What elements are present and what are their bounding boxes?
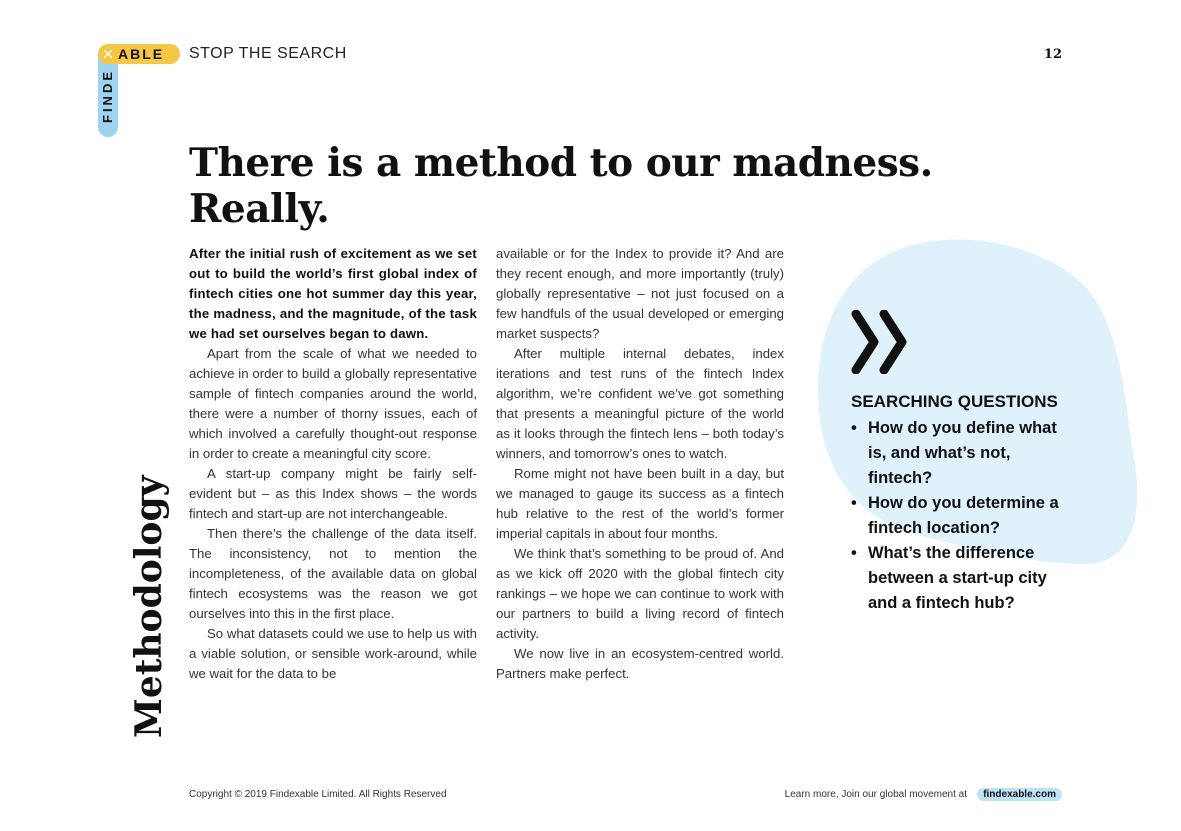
- logo-horizontal-text: ABLE: [118, 46, 165, 62]
- paragraph: Then there’s the challenge of the data itself. The inconsistency, not to mention the incompleteness, of the available data on global fintech ecosystems was the reason we got ourselves into this in the first place.: [189, 526, 477, 621]
- logo-x-mark: ✕: [102, 46, 114, 62]
- paragraph: available or for the Index to provide it? And are they recent enough, and more importantly (truly) globally representative – not just focused on a few handfuls of the usual developed or emerging market suspects?: [496, 246, 784, 341]
- sidebar-title: SEARCHING QUESTIONS: [851, 392, 1058, 411]
- paragraph: We think that’s something to be proud of. And as we kick off 2020 with the global fintech city rankings – we hope we can continue to work with our partners to build a living record of fintech activity.: [496, 546, 784, 641]
- double-chevron-icon: [850, 310, 914, 374]
- paragraph: Rome might not have been built in a day, but we managed to gauge its success as a fintech hub relative to the rest of the world’s former imperial capitals in about four months.: [496, 466, 784, 541]
- page-number: 12: [1043, 47, 1062, 62]
- text-column-1: [189, 244, 477, 684]
- paragraph: A start-up company might be fairly self-evident but – as this Index shows – the words fintech and start-up are not interchangeable.: [189, 466, 477, 521]
- paragraph: We now live in an ecosystem-centred world. Partners make perfect.: [496, 646, 784, 681]
- learn-more-text: Learn more, Join our global movement at: [784, 789, 967, 800]
- list-item: • What’s the difference between a start-up city and a fintech hub?: [851, 541, 1076, 616]
- paragraph: After multiple internal debates, index iterations and test runs of the fintech Index algorithm, we’re confident we’ve got something that presents a meaningful picture of the world as it looks through the fintech lens – both today’s winners, and tomorrow’s ones to watch.: [496, 346, 784, 461]
- list-item: • How do you determine a fintech location?: [851, 491, 1076, 541]
- text-column-2: [496, 244, 784, 684]
- website-link[interactable]: findexable.com: [977, 788, 1062, 801]
- page-title: There is a method to our madness. Really.: [189, 140, 933, 232]
- side-heading: Methodology: [128, 475, 170, 738]
- paragraph: Apart from the scale of what we needed to achieve in order to build a globally representative sample of fintech companies around the world, there were a number of thorny issues, each of which involved a carefully thought-out response in order to create a meaningful city score.: [189, 346, 477, 461]
- copyright: Copyright © 2019 Findexable Limited. All Rights Reserved: [189, 789, 447, 800]
- logo-vertical: [98, 55, 118, 137]
- logo-vertical-text: FINDE: [100, 69, 115, 123]
- logo: [98, 44, 180, 64]
- questions-list: [851, 416, 1076, 616]
- lead-paragraph: After the initial rush of excitement as we set out to build the world’s first global index of fintech cities one hot summer day this year, the madness, and the magnitude, of the task we had set ourselves began to dawn.: [189, 246, 477, 341]
- header-brand: STOP THE SEARCH: [189, 45, 347, 62]
- list-item: • How do you define what is, and what’s not, fintech?: [851, 416, 1076, 491]
- paragraph: So what datasets could we use to help us with a viable solution, or sensible work-around, while we wait for the data to be: [189, 626, 477, 681]
